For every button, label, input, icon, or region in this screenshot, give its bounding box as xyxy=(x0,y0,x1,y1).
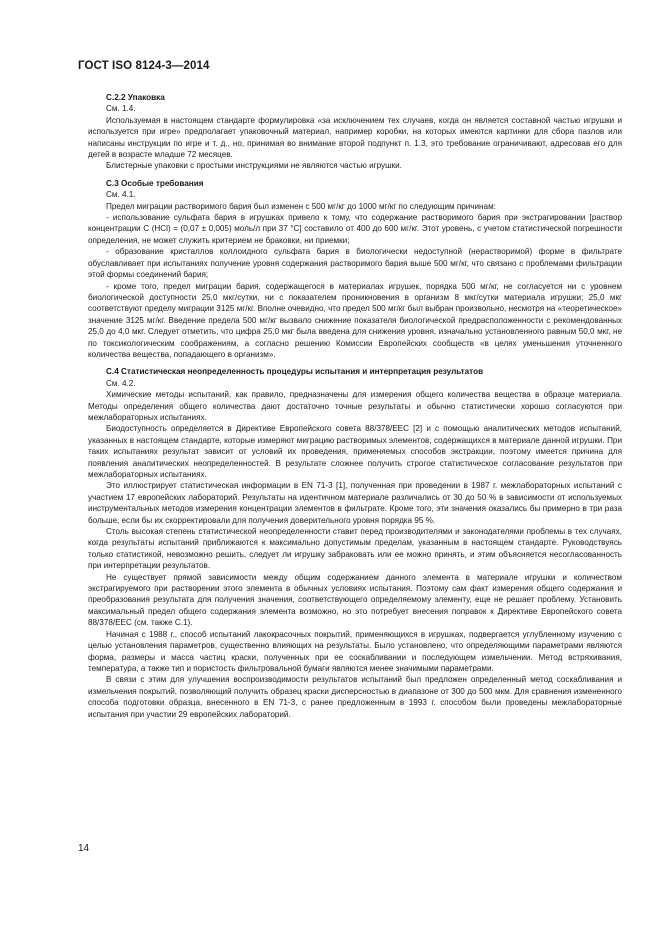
paragraph: См. 4.1. xyxy=(106,190,136,200)
paragraph: Предел миграции растворимого бария был изменен с 500 мг/кг до 1000 мг/кг по следующим причинам: xyxy=(106,201,496,211)
paragraph: - кроме того, предел миграции бария, содержащегося в материалах игрушек, порядка 500 мг/кг, не согласуется ни с уровнем биологической доступности 25,0 мкг/сутки, ни с показателем проникновения в организм 8 мкг/сутки материала игрушки; 25,0 мкг соответствуют пределу миграции 3125 мг/кг. Вполне очевидно, что предел 500 мг/кг был выбран произвольно, несмотря на «теоретическое» значение 3125 мг/кг. Введение предела 500 мг/кг вызвало снижение показателя биологической предрасположенности с рекомендованных 25,0 до 4,0 мкг. Следует отметить, что цифра 25,0 мкг была введена для снижения уровня, изначально установленного равным 50,0 мкг, не по токсикологическим соображениям, а согласно решению Комиссии Европейских сообществ «в целях уменьшения уточненного количества вещества, попадающего в организм». xyxy=(88,281,622,359)
page-number: 14 xyxy=(78,843,90,854)
paragraph: В связи с этим для улучшения воспроизводимости результатов испытаний был предложен определенный метод соскабливания и измельчения покрытий, позволяющий получить образец краски дисперсностью в диапазоне от 300 до 500 мкм. Для сравнения измененного способа подготовки образца, внесенного в EN 71-3, с ранее предложенным в 1993 г. способом были проведены межлабораторные испытания при участии 29 европейских лабораторий. xyxy=(88,675,622,719)
paragraph: См. 1.4. xyxy=(106,104,136,114)
section-heading-packaging: С.2.2 Упаковка xyxy=(106,93,165,102)
paragraph: Не существует прямой зависимости между общим содержанием данного элемента в материале игрушки и количеством экстрагируемого при растворении этого элемента в обычных условиях испытания. Поэтому сам факт измерения общего содержания и преобразования результата для получения значения, соответствующего определяемому элементу, еще не решает проблему. Установить максимальный предел общего содержания элемента возможно, но это потребует внесения поправок к Директиве Европейского совета 88/378/ЕЕС (см. также С.1). xyxy=(88,572,622,628)
document-body xyxy=(88,92,622,720)
paragraph: Биодоступность определяется в Директиве Европейского совета 88/378/ЕЕС [2] и с помощью аналитических методов испытаний, указанных в настоящем стандарте, которые измеряют миграцию растворимых элементов, содержащихся в материале данной игрушки. При таких испытаниях результат зависит от условий их проведения, применяемых способов экстракции, поэтому имеется причина для появления аналитических неопределенностей. В результате сложнее получить строгое статистическое согласование результатов при межлабораторных испытаниях. xyxy=(88,424,622,479)
document-header: ГОСТ ISO 8124-3—2014 xyxy=(78,60,210,72)
section-heading-special-requirements: С.3 Особые требования xyxy=(106,178,204,188)
paragraph: Химические методы испытаний, как правило, предназначены для измерения общего количества вещества в образце материала. Методы определения общего количества дают достаточно точные результаты и обычно статистически хорошо согласуются при межлабораторных испытаниях. xyxy=(88,390,622,422)
paragraph: - использование сульфата бария в игрушках привело к тому, что содержание растворимого бария при экстрагировании [раствор концентрации С (HCl) = (0,07 ± 0,005) моль/л при 37 °С] составило от 400 до 600 мг/кг. Этот уровень, с учетом статистической погрешности определения, не может служить критерием не браковки, ни приемки; xyxy=(88,213,622,245)
paragraph: Используемая в настоящем стандарте формулировка «за исключением тех случаев, когда он является составной частью игрушки и используется при игре» предполагает упаковочный материал, например коробки, на которых имеются картинки для сбора пазлов или написаны инструкции по игре и т. д., но, принимая во внимание второй подпункт п. 1.3, это требование ограничивают, адресовав его для детей в возрасте младше 72 месяцев. xyxy=(88,115,622,160)
paragraph: Начиная с 1988 г., способ испытаний лакокрасочных покрытий, применяющихся в игрушках, подвергается углубленному изучению с целью установления параметров, существенно влияющих на результаты. Было установлено, что определяющими параметрами являются форма, размеры и масса частиц краски, полученных при ее соскабливании и последующем измельчении. Метод встряхивания, температура, а также тип и пористость фильтровальной бумаги являются менее значимыми параметрами. xyxy=(88,629,622,673)
paragraph: Блистерные упаковки с простыми инструкциями не являются частью игрушки. xyxy=(106,161,402,171)
paragraph: - образование кристаллов коллоидного сульфата бария в биологически недоступной (нерастворимой) форме в фильтрате обуславливает при испытаниях получение уровня содержания растворимого бария выше 500 мг/кг, что связано с проблемами фильтрации этой формы соединений бария; xyxy=(88,247,622,280)
paragraph: Это иллюстрирует статистическая информации в EN 71-3 [1], полученная при проведении в 1987 г. межлабораторных испытаний с участием 17 европейских лабораторий. Результаты на идентичном материале различались от 30 до 50 % в зависимости от используемых инструментальных методов измерения концентрации элементов в фильтрате. Кроме того, эти значения оказались бы примерно в три раза больше, если бы их скорректировали для получения доверительного уровня порядка 95 %. xyxy=(88,481,622,525)
paragraph: См. 4.2. xyxy=(106,378,136,388)
section-heading-statistical-uncertainty: С.4 Статистическая неопределенность процедуры испытания и интерпретация результатов xyxy=(106,367,484,377)
paragraph: Столь высокая степень статистической неопределенности ставит перед производителями и законодателями проблемы в тех случаях, когда результаты испытаний приближаются к максимально допустимым пределам, указанным в настоящем стандарте. Руководствуясь только статистикой, невозможно решить, следует ли игрушку забраковать или ее можно принять, и этим объясняется несогласованность при интерпретации результатов. xyxy=(88,527,622,571)
